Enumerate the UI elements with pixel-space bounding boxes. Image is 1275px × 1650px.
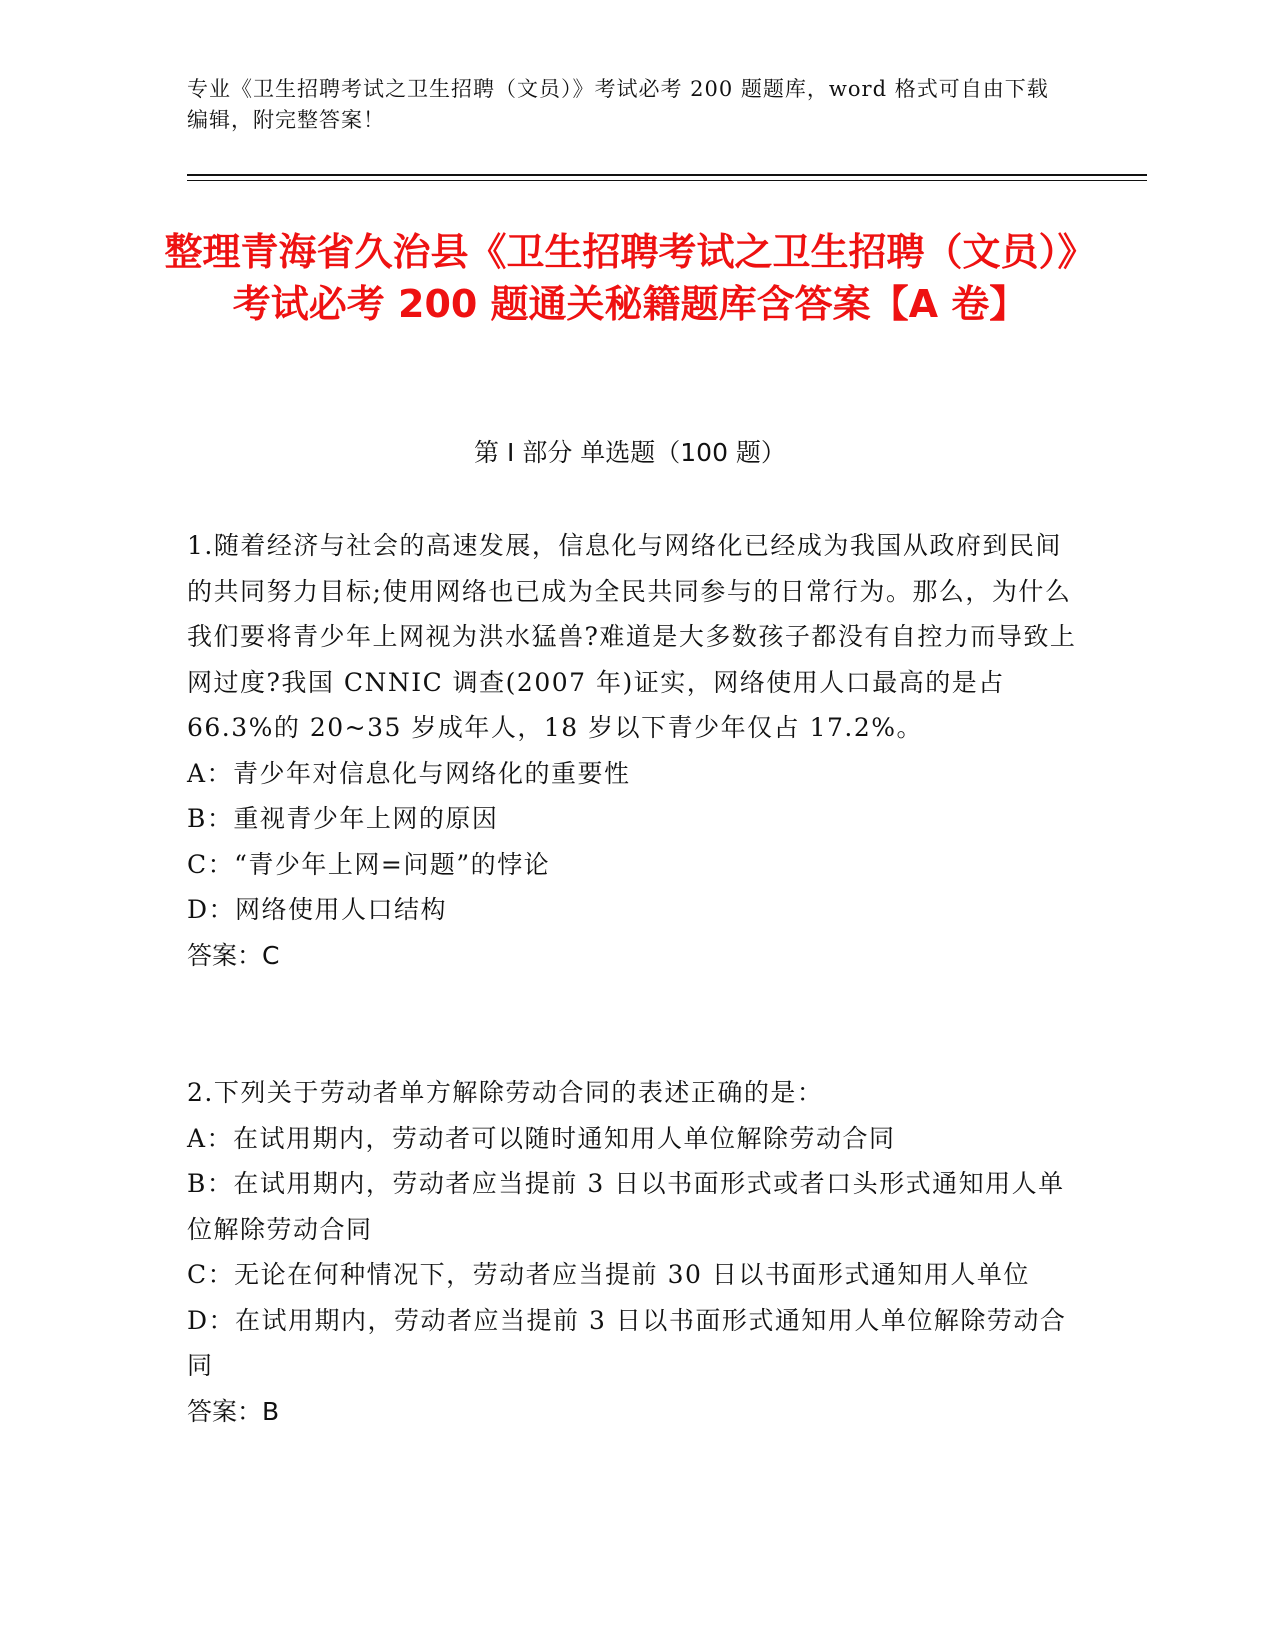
answer: 答案：C (187, 940, 280, 970)
option-a: A：在试用期内，劳动者可以随时通知用人单位解除劳动合同 (187, 1123, 896, 1153)
option-c: C：“青少年上网=问题”的悖论 (187, 849, 551, 879)
answer: 答案：B (187, 1396, 280, 1426)
question-stem: 1.随着经济与社会的高速发展，信息化与网络化已经成为我国从政府到民间的共同努力目标;使用网络也已成为全民共同参与的日常行为。那么，为什么我们要将青少年上网视为洪水猛兽?难道是大多数孩子都没有自控力而导致上网过度?我国 CNNIC 调查(2007 年)证实，网络使用人口最高的是占 66.3%的 20~35 岁成年人，18 岁以下青少年仅占 17.2%。 (187, 531, 1077, 742)
question-2 (187, 1070, 1077, 1434)
question-stem: 2.下列关于劳动者单方解除劳动合同的表述正确的是： (187, 1078, 824, 1107)
option-c: C：无论在何种情况下，劳动者应当提前 30 日以书面形式通知用人单位 (187, 1260, 1030, 1289)
option-b: B：在试用期内，劳动者应当提前 3 日以书面形式或者口头形式通知用人单位解除劳动合同 (187, 1169, 1065, 1244)
option-d: D：在试用期内，劳动者应当提前 3 日以书面形式通知用人单位解除劳动合同 (187, 1305, 1067, 1380)
option-b: B：重视青少年上网的原因 (187, 804, 499, 833)
header-rule-thick (187, 174, 1147, 176)
section-heading: 第 I 部分 单选题（100 题） (474, 438, 786, 467)
header-rule-thin (187, 180, 1147, 181)
option-d: D：网络使用人口结构 (187, 895, 448, 924)
header-note: 专业《卫生招聘考试之卫生招聘（文员）》考试必考 200 题题库，word 格式可自由下载编辑，附完整答案！ (187, 77, 1049, 132)
option-a: A：青少年对信息化与网络化的重要性 (187, 758, 631, 788)
question-1 (187, 523, 1077, 978)
document-title: 整理青海省久治县《卫生招聘考试之卫生招聘（文员）》考试必考 200 题通关秘籍题库含答案【A 卷】 (164, 230, 1096, 326)
